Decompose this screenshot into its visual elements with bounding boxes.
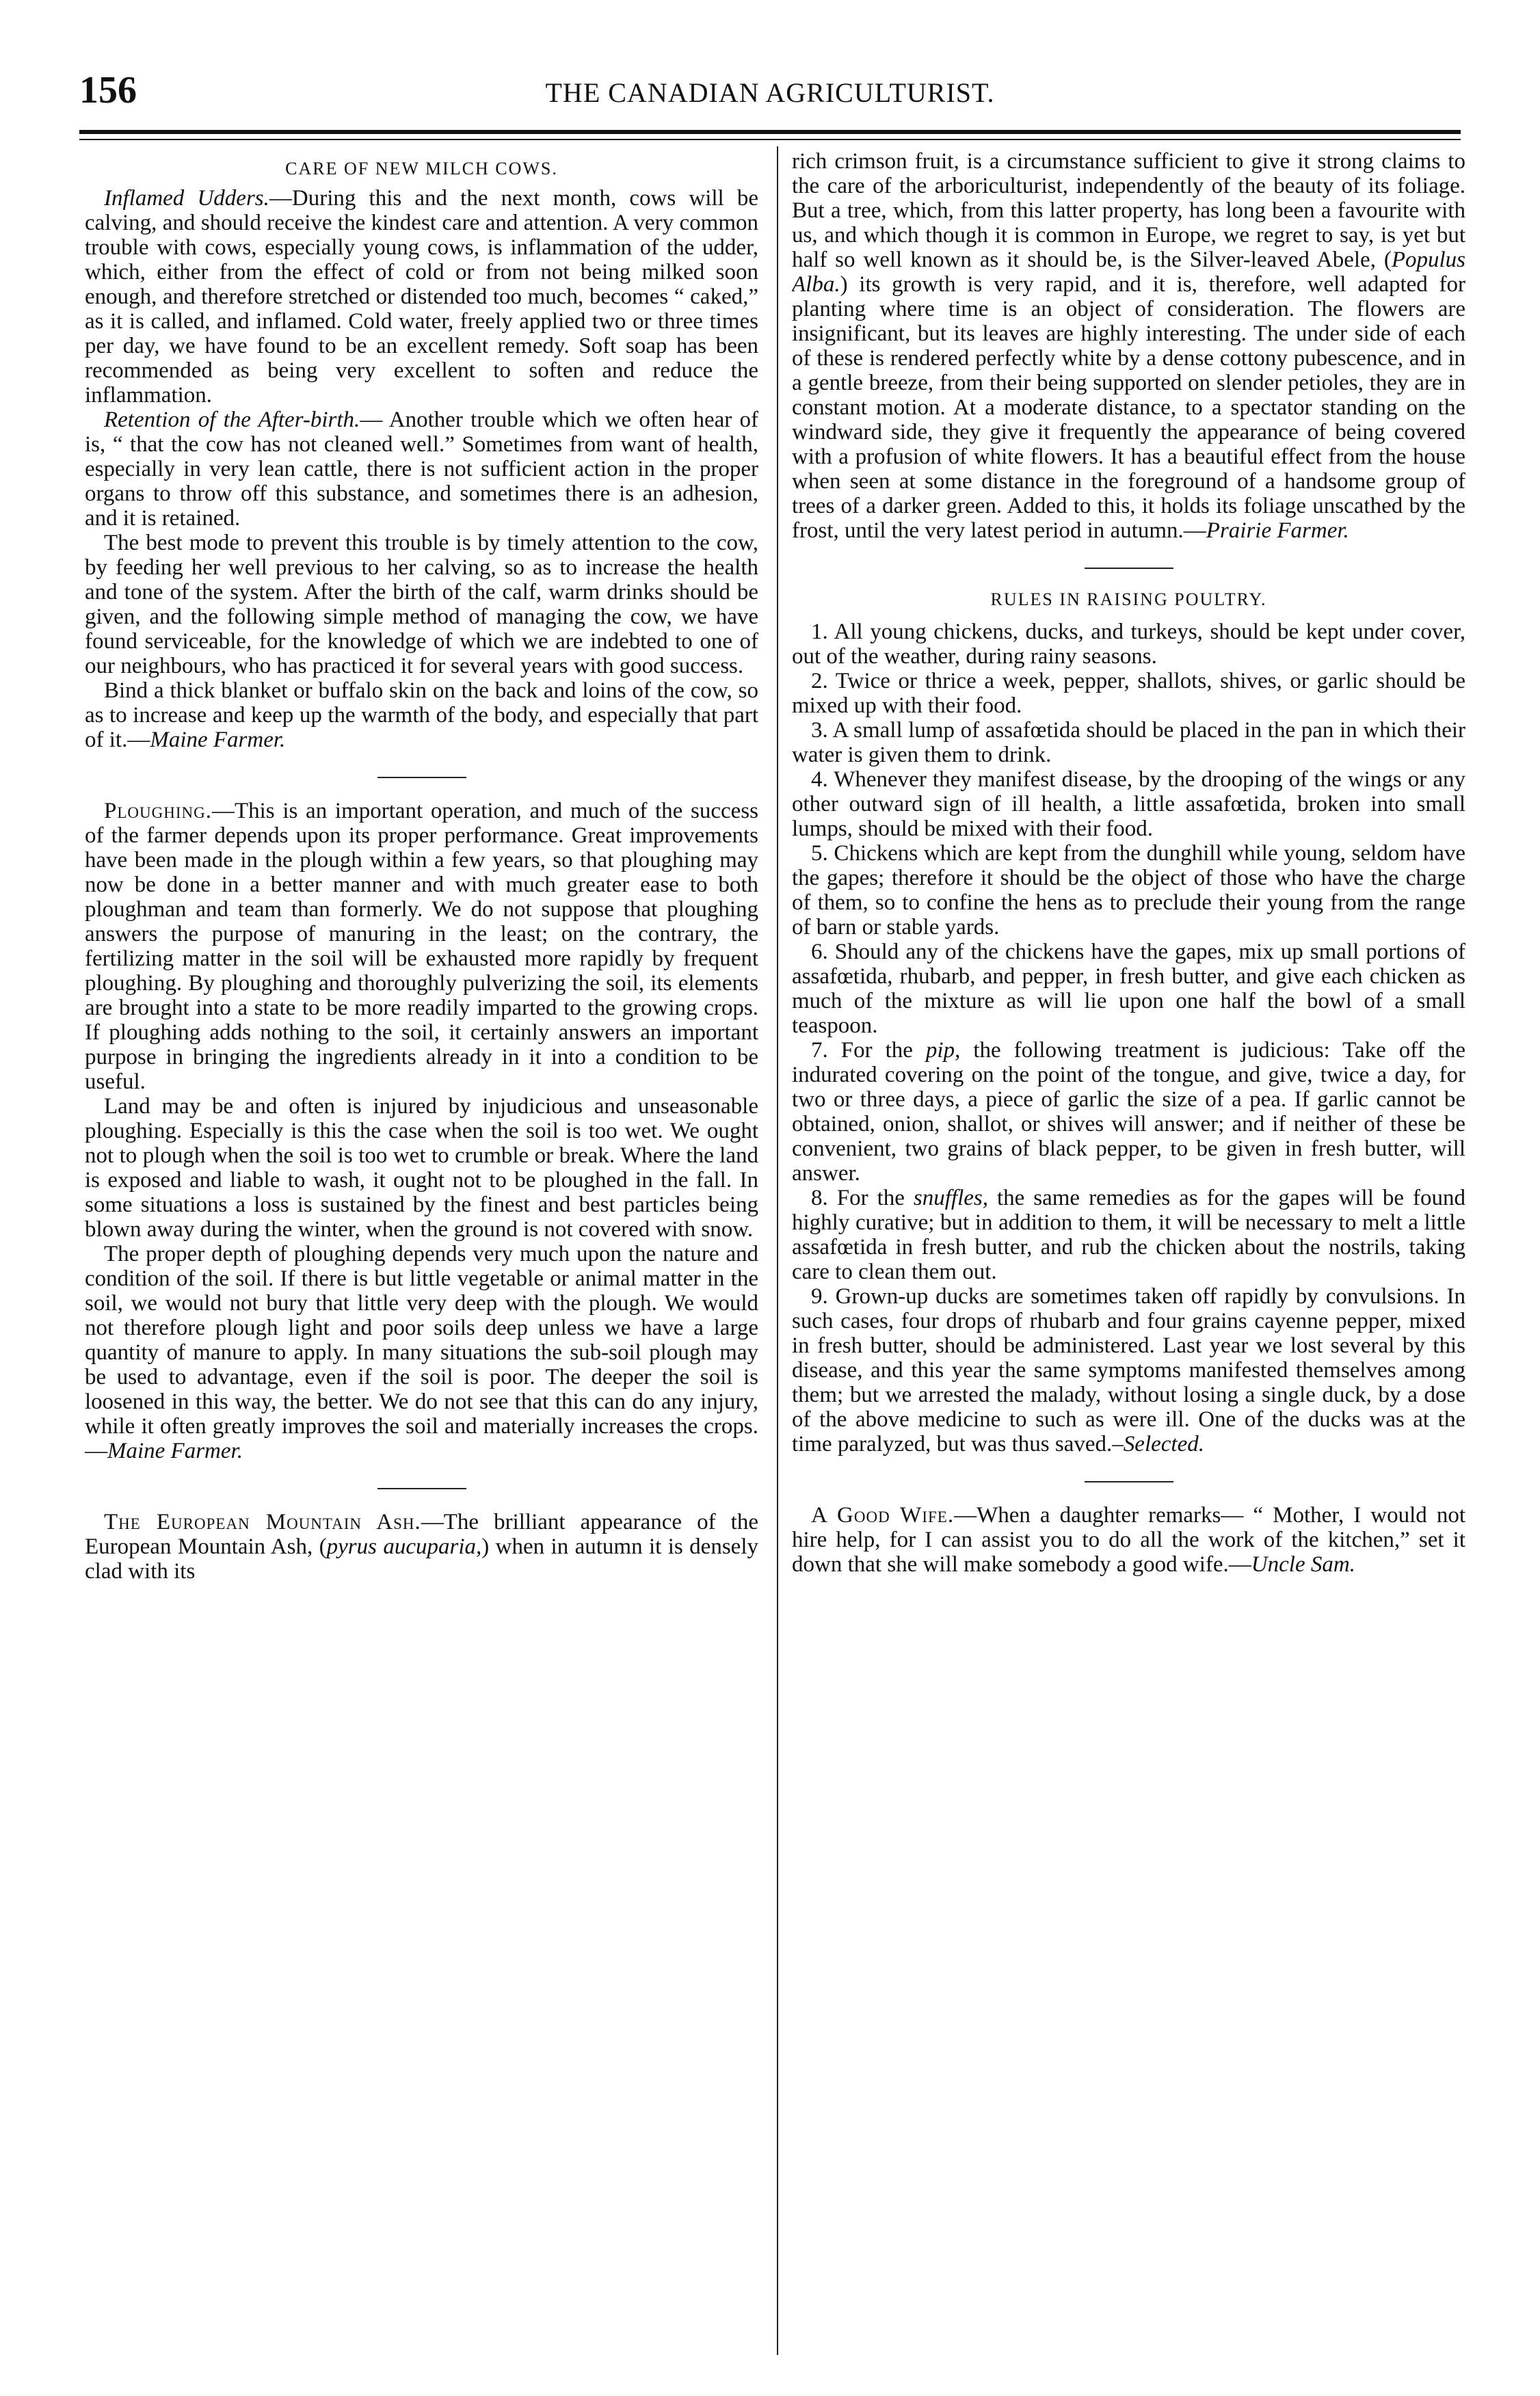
paragraph-text: —This is an important operation, and much of the success of the farmer depends upon its proper performance. Great improvements have been made in the plough within a few years, so that ploughing may now be done in a better manner and with much greater ease to both ploughman and team than formerly. We do not suppose that ploughing answers the purpose of manuring in the least; on the contrary, the fertilizing matter in the soil will be exhausted more rapidly by frequent ploughing. By ploughing and thoroughly pulverizing the soil, its elements are brought into a state to be more readily imparted to the growing crops. If ploughing adds nothing to the soil, it certainly answers an important purpose in bringing the ingredients already in it into a condition to be useful. xyxy=(85,799,758,1094)
paragraph xyxy=(85,678,758,752)
section-divider xyxy=(377,777,466,778)
emphasis: snuffles, xyxy=(913,1186,988,1210)
article-european-mountain-ash-continued xyxy=(792,149,1465,543)
paragraph xyxy=(85,186,758,408)
paragraph-text: the same remedies as for the gapes will be found highly curative; but in addition to them, it will be necessary to melt a little assafœtida in fresh butter, and rub the chicken about the nostrils, taking care to clean them out. xyxy=(792,1186,1465,1284)
rule-item xyxy=(792,1284,1465,1456)
rule-item: 1. All young chickens, ducks, and turkeys, should be kept under cover, out of the weather, during rainy seasons. xyxy=(792,620,1465,669)
article-care-of-new-milch-cows xyxy=(85,159,758,752)
rule-item: 2. Twice or thrice a week, pepper, shallots, shives, or garlic should be mixed up with their food. xyxy=(792,669,1465,718)
article-a-good-wife xyxy=(792,1503,1465,1577)
paragraph xyxy=(792,1503,1465,1577)
paragraph xyxy=(85,1242,758,1463)
article-title: CARE OF NEW MILCH COWS. xyxy=(285,159,558,178)
paragraph-text: Bind a thick blanket or buffalo skin on the back and loins of the cow, so as to increase and keep up the warmth of the body, and especially that part of it.— xyxy=(85,678,758,752)
right-column xyxy=(792,149,1465,2358)
run-in-heading: Retention of the After-birth. xyxy=(104,408,360,432)
run-in-heading: A Good Wife. xyxy=(811,1503,955,1528)
paragraph-text: 8. For the xyxy=(811,1186,914,1210)
section-divider xyxy=(377,1488,466,1489)
rule-item: 3. A small lump of assafœtida should be placed in the pan in which their water is given them to drink. xyxy=(792,718,1465,767)
article-european-mountain-ash xyxy=(85,1510,758,1584)
emphasis: pip, xyxy=(925,1038,961,1063)
run-in-heading: The European Mountain Ash. xyxy=(104,1510,421,1534)
rule-item: 6. Should any of the chickens have the gapes, mix up small portions of assafœtida, rhubarb, and pepper, in fresh butter, and give each chicken as much of the mixture as will lie upon one half the bowl of a small teaspoon. xyxy=(792,940,1465,1038)
left-column xyxy=(85,149,758,2358)
section-divider xyxy=(1085,1481,1173,1482)
paragraph: The best mode to prevent this trouble is by timely attention to the cow, by feeding her well previous to her calving, so as to increase the health and tone of the system. After the birth of the calf, warm drinks should be given, and the following simple method of managing the cow, we have found serviceable, for the knowledge of which we are indebted to one of our neighbours, who has practiced it for several years with good success. xyxy=(85,531,758,678)
running-title: THE CANADIAN AGRICULTURIST. xyxy=(545,77,995,108)
rule-item xyxy=(792,1186,1465,1284)
source-credit: Maine Farmer. xyxy=(150,728,286,752)
paragraph-text: the following treatment is judicious: Take off the indurated covering on the point of the tongue, and give, twice a day, for two or three days, a piece of garlic the size of a pea. If garlic cannot be obtained, onion, shallot, or shives will answer; and if neither of these be convenient, two grains of black pepper, to be given in fresh butter, will answer. xyxy=(792,1038,1465,1186)
source-credit: Prairie Farmer. xyxy=(1206,518,1349,543)
latin-name: Populus Alba. xyxy=(792,248,1465,297)
paragraph-text: rich crimson fruit, is a circumstance sufficient to give it strong claims to the care of the arboriculturist, independently of the beauty of its foliage. But a tree, which, from this latter property, has long been a favourite with us, and which though it is common in Europe, we regret to say, is yet but half so well known as it should be, is the Silver-leaved Abele, ( xyxy=(792,149,1465,272)
rule-item: 5. Chickens which are kept from the dunghill while young, seldom have the gapes; therefore it should be the object of those who have the charge of them, so to confine the hens as to preclude their young from the range of barn or stable yards. xyxy=(792,841,1465,940)
source-credit: Uncle Sam. xyxy=(1251,1552,1355,1577)
paragraph-text: 7. For the xyxy=(811,1038,926,1063)
page-header xyxy=(79,68,1461,123)
paragraph xyxy=(85,408,758,531)
paragraph-text: The proper depth of ploughing depends very much upon the nature and condition of the soil. If there is but little vegetable or animal matter in the soil, we would not bury that little very deep with the plough. We would not therefore plough light and poor soils deep unless we have a large quantity of manure to apply. In many situations the sub-soil plough may be used to advantage, even if the soil is poor. The deeper the soil is loosened in this way, the better. We do not see that this can do any injury, while it often greatly improves the soil and materially increases the crops.— xyxy=(85,1242,758,1463)
source-credit: Maine Farmer. xyxy=(107,1439,243,1463)
rule-item xyxy=(792,1038,1465,1186)
run-in-heading: Ploughing. xyxy=(104,799,212,823)
paragraph xyxy=(792,149,1465,543)
column-divider xyxy=(777,146,778,2355)
source-credit: Selected. xyxy=(1123,1432,1204,1456)
paragraph xyxy=(85,1510,758,1584)
page-number: 156 xyxy=(79,69,137,111)
paragraph: Land may be and often is injured by injudicious and unseasonable ploughing. Especially is this the case when the soil is too wet. We ought not to plough when the soil is too wet to crumble or break. Where the land is exposed and liable to wash, it ought not to be ploughed in the fall. In some situations a loss is sustained by the finest and best particles being blown away during the winter, when the ground is not covered with snow. xyxy=(85,1094,758,1242)
header-rule-thick xyxy=(79,130,1461,134)
latin-name: pyrus aucuparia, xyxy=(326,1534,482,1559)
article-rules-in-raising-poultry xyxy=(792,589,1465,1456)
rule-item: 4. Whenever they manifest disease, by the drooping of the wings or any other outward sign of ill health, a little assafœtida, broken into small lumps, should be mixed with their food. xyxy=(792,767,1465,841)
paragraph-text: —The brilliant appearance of the European Mountain Ash, ( xyxy=(85,1510,758,1559)
header-rule-thin xyxy=(79,139,1461,140)
paragraph xyxy=(85,799,758,1094)
paragraph-text: —During this and the next month, cows will be calving, and should receive the kindest care and attention. A very common trouble with cows, especially young cows, is inflammation of the udder, which, either from the effect of cold or from not being milked soon enough, and therefore stretched or distended too much, becomes “ caked,” as it is called, and inflamed. Cold water, freely applied two or three times per day, we have found to be an excellent remedy. Soft soap has been recommended as being very excellent to soften and reduce the inflammation. xyxy=(85,186,758,408)
paragraph-text: — Another trouble which we often hear of is, “ that the cow has not cleaned well.” Sometimes from want of health, especially in very lean cattle, there is not sufficient action in the proper organs to throw off this substance, and sometimes there is an adhesion, and it is retained. xyxy=(85,408,758,531)
section-divider xyxy=(1085,568,1173,569)
paragraph-text: ) when in autumn it is densely clad with its xyxy=(85,1534,758,1584)
article-ploughing xyxy=(85,799,758,1463)
paragraph-text: —When a daughter remarks— “ Mother, I would not hire help, for I can assist you to do all the work of the kitchen,” set it down that she will make somebody a good wife.— xyxy=(792,1503,1465,1577)
paragraph-text: 9. Grown-up ducks are sometimes taken off rapidly by convulsions. In such cases, four drops of rhubarb and four grains cayenne pepper, mixed in fresh butter, should be administered. Last year we lost several by this disease, and this year the same symptoms manifested themselves among them; but we arrested the malady, without losing a single duck, by a dose of the above medicine to such as were ill. One of the ducks was at the time paralyzed, but was thus saved.– xyxy=(792,1284,1465,1456)
run-in-heading: Inflamed Udders. xyxy=(104,186,269,211)
paragraph-text: ) its growth is very rapid, and it is, therefore, well adapted for planting where time is an object of consideration. The flowers are insignificant, but its leaves are highly interesting. The under side of each of these is rendered perfectly white by a dense cottony pubescence, and in a gentle breeze, from their being supported on slender petioles, they are in constant motion. At a moderate distance, to a spectator standing on the windward side, they give it frequently the appearance of being covered with a profusion of white flowers. It has a beautiful effect from the house when seen at some distance in the foreground of a handsome group of trees of a darker green. Added to this, it holds its foliage unscathed by the frost, until the very latest period in autumn.— xyxy=(792,272,1465,543)
article-title: RULES IN RAISING POULTRY. xyxy=(990,589,1267,609)
